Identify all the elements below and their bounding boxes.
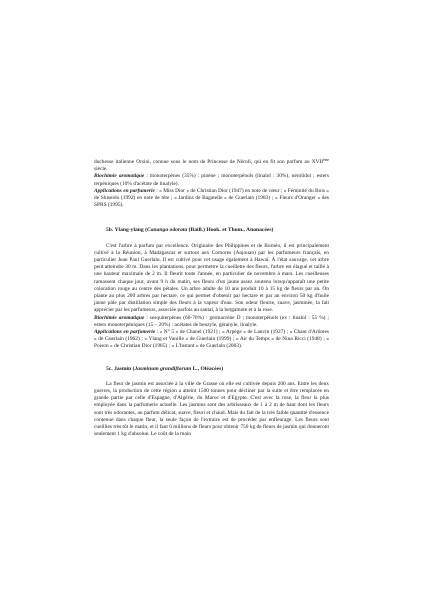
applications-text: : « Miss Dior » de Christian Dior (1947) en note de cœur ; « Féminité du Bois » de Shiseido (1992) en note de tête ; « Jardins de Bagatelle » de Guerlain (1983) ; « Fleurs d'Oranger » des SPRS (1995). <box>94 187 329 209</box>
biochemistry-text: : sesquiterpènes (60-70%) : germacrène D ; monoterpénols (ex : linalol : 55 %) ; esters monoterpéniques (15 – 20%) : acétates de benzyle, géranyle, linalyle. <box>94 314 329 328</box>
ylang-body: C'est l'arbre à parfum par excellence. Originaire des Philippines et de Bornéo, il est principalement cultivé à la Réunion, à Madagascar et surtout aux Comores (Anjouan) par les parfumeurs français, en particulier Jean Paul Guerlain. Il est cultivé pour cet usage également à Hawaï. À l'état sauvage, cet arbre peut atteindre 30 m. Dans les plantations, pour permettre la cueillette des fleurs, l'arbre est élagué et taillé à une hauteur maximale de 2 m. Il fleurit toute l'année, en particulier de novembre à mars. Les cueilleuses ramassent chaque jour, avant 9 h du matin, ses fleurs d'un jaune assez soutenu lorsqu'apparaît une petite coloration rouge au centre des pétales. Un arbre adulte de 10 ans produit 10 à 15 kg de fleurs par an. On plante au plus 200 arbres par hectare, ce qui permet d'obtenir par hectare et par an environ 50 kg d'huile jaune pâle par distillation simple des fleurs à la vapeur d'eau. Son odeur fleurie, suave, jasminée, la fait apprécier par les parfumeurs, associée parfois au santal, à la bergamote et à la rose. <box>94 242 329 314</box>
intro-applications <box>94 188 329 210</box>
heading-ylang-num: 5b. Ylang-ylang ( <box>106 227 147 234</box>
ylang-applications <box>94 329 329 351</box>
biochemistry-label: Biochimie aromatique <box>94 173 145 180</box>
heading-ylang-rest: (Baill.) Hook. et Thom., Anonacées) <box>187 227 274 234</box>
heading-jasmin-latin: Jasminum grandiflorum <box>134 365 192 372</box>
intro-text-end: siècle. <box>94 166 108 173</box>
intro-text: duchesse italienne Orsini, connue sous le nom de Princesse de Néroli, qui en fit son parfum au XVII <box>94 159 323 165</box>
jasmin-body: La fleur de jasmin est associée à la ville de Grasse où elle est cultivée depuis 200 ans. Entre les deux guerres, la production de cette région a atteint 1500 tonnes pour décliner par la suite et être remplacée en grande partie par celle d'Espagne, d'Algérie, du Maroc et d'Egypte. C'est avec la rose, la fleur la plus employée dans la parfumerie actuelle. Les jasmins sont des arbrisseaux de 1 à 2 m de haut dont les fleurs sont très odorantes, au parfum délicat, suave, fleuri et chaud. Mais du fait de la très faible quantité d'essence contenue dans chaque fleur, la seule façon de l'extraire est de procéder par enfleurage. Les fleurs sont cueillies très tôt le matin, et il faut 6 millions de fleurs pour obtenir 750 kg de fleurs de jasmin qui donneront seulement 1 kg d'absolue. Le coût de la main <box>94 380 329 438</box>
section-heading-ylang <box>94 227 329 234</box>
applications-label: Applications en parfumerie <box>94 329 156 336</box>
heading-ylang-latin: Cananga odorata <box>146 227 188 234</box>
intro-paragraph <box>94 157 329 173</box>
biochemistry-label: Biochimie aromatique <box>94 314 145 321</box>
ylang-biochemistry <box>94 315 329 329</box>
applications-label: Applications en parfumerie <box>94 187 155 194</box>
intro-biochemistry <box>94 173 329 187</box>
section-heading-jasmin <box>94 366 329 373</box>
heading-jasmin-num: 5c. Jasmin ( <box>106 365 135 372</box>
heading-jasmin-rest: L., Oléacées) <box>191 365 224 372</box>
century-superscript: ème <box>323 158 329 162</box>
biochemistry-text: : monoterpènes (35%) : pinène ; monoterpénols (linalol : 30%), nérolidol ; esters terpéniques (10% d'acétate de linalyle). <box>94 173 329 187</box>
applications-text: : « N° 5 » de Chanel (1921) ; « Arpège » de Lanvin (1927) ; « Chant d'Arômes » de Guerlain (1962) ; « Ylang et Vanille » de Guerlain (1999) ; « Air du Temps » de Nina Ricci (1948) ; « Poison » de Christian Dior (1985) ; « L'Instant » de Guerlain (2003). <box>94 329 329 350</box>
